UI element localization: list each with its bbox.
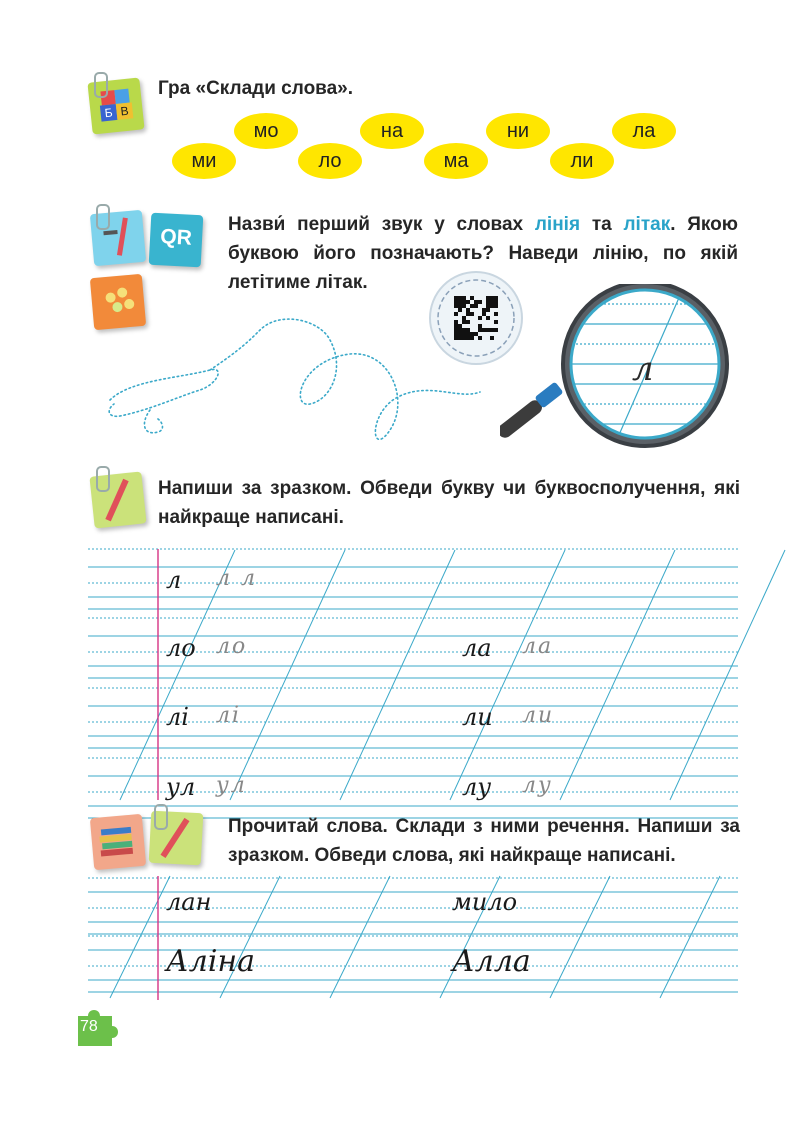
trace-right-3: лу xyxy=(522,773,553,798)
cursive-word-3: Алла xyxy=(452,944,531,979)
task2-word1: лінія xyxy=(534,214,581,235)
trace-left-2: лі xyxy=(216,703,242,728)
qr-icon: QR xyxy=(159,225,193,250)
trace-right-2: ли xyxy=(522,703,555,728)
task2-text-c: . Якою буквою його позначають? Наведи лінію, по якій летітиме літак. xyxy=(228,214,738,293)
trace-left-1: ло xyxy=(216,634,248,659)
task2-word2: літак xyxy=(623,214,671,235)
task4-instruction: Прочитай слова. Склади з ними речення. Напиши за зразком. Обведи слова, які найкраще написані. xyxy=(228,816,740,866)
syllable-bottom-1[interactable]: ло xyxy=(298,143,362,179)
sample-left-1: ло xyxy=(166,634,196,662)
syllable-top-2[interactable]: ни xyxy=(486,113,550,149)
syllable-top-1[interactable]: на xyxy=(360,113,424,149)
task2-text-a: Назви́ перший звук у словах xyxy=(228,214,535,235)
syllable-bottom-0[interactable]: ми xyxy=(172,143,236,179)
sample-left-0: л xyxy=(166,566,182,594)
books-icon xyxy=(90,814,146,870)
task1-title: Гра «Склади слова». xyxy=(158,78,354,99)
cursive-word-1: мило xyxy=(452,888,518,916)
sample-left-3: ул xyxy=(166,773,196,801)
sample-right-1: ла xyxy=(462,634,492,662)
trace-right-1: ла xyxy=(522,634,554,659)
sample-right-3: лу xyxy=(462,773,492,801)
syllable-top-0[interactable]: мо xyxy=(234,113,298,149)
magnifier-letter: л xyxy=(632,349,654,389)
sample-right-2: ли xyxy=(462,703,493,731)
cursive-word-0: лан xyxy=(166,888,212,916)
trace-left-3: ул xyxy=(216,773,247,798)
sample-left-2: лі xyxy=(166,703,189,731)
syllable-bottom-2[interactable]: ма xyxy=(424,143,488,179)
task3-instruction: Напиши за зразком. Обведи букву чи буквосполучення, які найкраще написані. xyxy=(158,478,740,528)
task2-text-b: та xyxy=(580,214,624,235)
trace-left-0: л л xyxy=(216,566,258,591)
cursive-word-2: Аліна xyxy=(166,944,256,979)
task1-icon: Б В xyxy=(87,77,144,134)
syllable-top-3[interactable]: ла xyxy=(612,113,676,149)
page-number: 78 xyxy=(80,1018,98,1035)
syllable-bottom-3[interactable]: ли xyxy=(550,143,614,179)
blocks-icon: Б xyxy=(100,104,118,122)
